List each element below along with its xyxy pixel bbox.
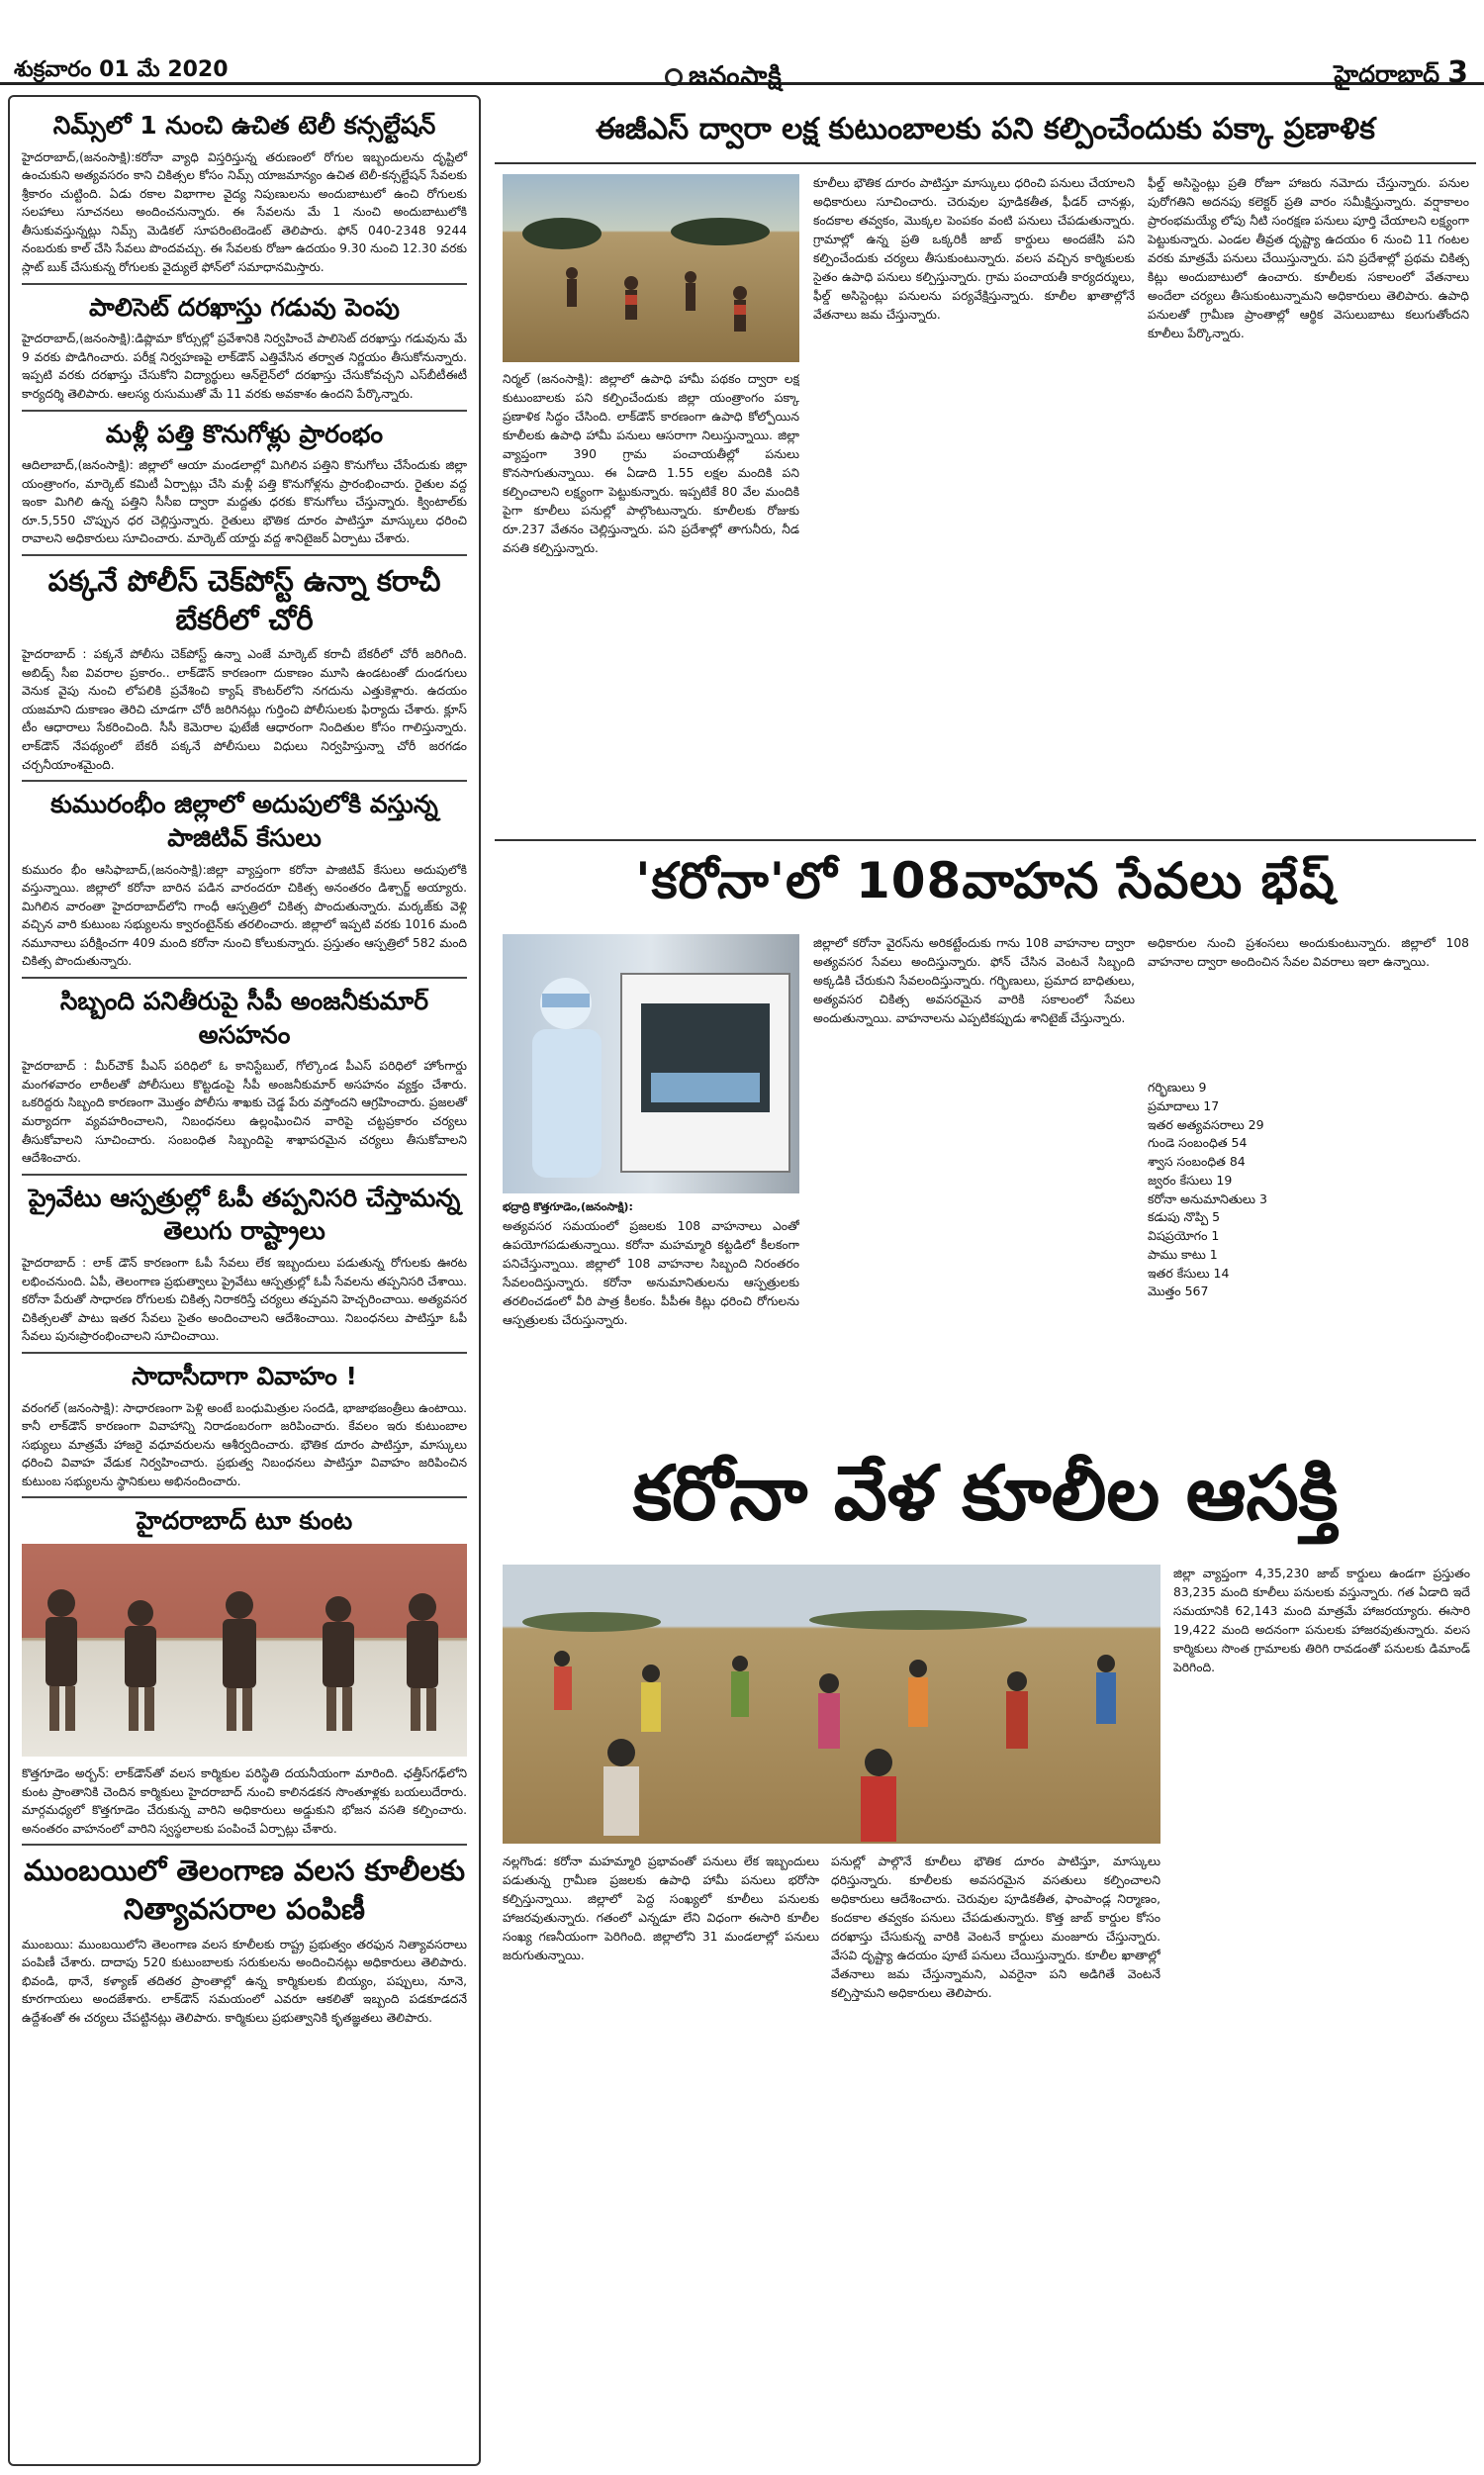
- egs-paragraph-2: కూలీలు భౌతిక దూరం పాటిస్తూ మాస్కులు ధరించి పనులు చేయాలని అధికారులు సూచించారు. చెరువుల పూడికతీత, ఫీడర్ చానళ్లు, కందకాల తవ్వకం, మొక్కల పెంపకం వంటి పనులు చేపడుతున్నారు. గ్రామాల్లో ఉన్న ప్రతి ఒక్కరికీ జాబ్ కార్డులు అందజేసి పని కల్పించేందుకు చర్యలు తీసుకుంటున్నారు. వలస వచ్చిన కార్మికులకు సైతం ఉపాధి పనులు కల్పిస్తున్నారు. గ్రామ పంచాయతీ కార్యదర్శులు, ఫీల్డ్ అసిస్టెంట్లు పనులను పర్యవేక్షిస్తున్నారు. కూలీల ఖాతాల్లోనే వేతనాలు జమ చేస్తున్నారు.: [813, 176, 1135, 323]
- left-column: [8, 95, 481, 2466]
- divider: [22, 1496, 467, 1498]
- 108-stats-list: [1148, 1079, 1469, 1425]
- egs-col-3: [1148, 174, 1469, 835]
- stats-item: జ్వరం కేసులు 19: [1148, 1172, 1233, 1188]
- coolies-paragraph-2: జిల్లా వ్యాప్తంగా 4,35,230 జాబ్ కార్డులు ఉండగా ప్రస్తుతం 83,235 మంది కూలీలు పనులకు వస్తున్నారు. గత ఏడాది ఇదే సమయానికి 62,143 మంది మాత్రమే హాజరయ్యారు. ఈసారి 19,422 మంది అదనంగా పనులకు హాజరవుతున్నారు. వలస కార్మికులు సొంత గ్రామాలకు తిరిగి రావడంతో పనులకు డిమాండ్ పెరిగింది.: [1173, 1567, 1470, 1675]
- article-polycet: హైదరాబాద్,(జనంసాక్షి):డిప్లొమా కోర్సుల్లో ప్రవేశానికి నిర్వహించే పాలిసెట్ దరఖాస్తు గడువును మే 9 వరకు పొడిగించారు. పరీక్ష నిర్వహణపై లాక్‌డౌన్ ఎత్తివేసిన తర్వాత నిర్ణయం తీసుకోనున్నారు. ఇప్పటి వరకు దరఖాస్తు చేసుకోని విద్యార్థులు ఆన్‌లైన్‌లో దరఖాస్తు చేసుకోవచ్చని ఎస్‌బీటీఈటీ కార్యదర్శి తెలిపారు. ఆలస్య రుసుముతో మే 11 వరకు అవకాశం ఉందని పేర్కొన్నారు.: [22, 332, 467, 401]
- egs-col-2: [813, 174, 1135, 835]
- stats-item: పాము కాటు 1: [1148, 1246, 1218, 1262]
- headline-mumbai-migrants: ముంబయిలో తెలంగాణ వలస కూలీలకు నిత్యావసరాల పంపిణీ: [23, 1854, 466, 1927]
- headline-hyderabad-to-kunta: హైదరాబాద్ టూ కుంట: [136, 1506, 353, 1536]
- divider: [22, 780, 467, 782]
- coolies-col-2: [831, 1853, 1160, 2462]
- stats-item: శ్వాస సంబంధిత 84: [1148, 1154, 1246, 1169]
- field-workers-illustration: [503, 1565, 1160, 1844]
- logo-text: జనంసాక్షి: [689, 61, 783, 91]
- coolies-col-right-top: [1173, 1565, 1470, 1844]
- headline-egs: ఈజీఎస్ ద్వారా లక్ష కుటుంబాలకు పని కల్పించేందుకు పక్కా ప్రణాళిక: [495, 95, 1476, 164]
- coolies-col-1: [503, 1853, 819, 2462]
- ambulance-illustration: [503, 934, 799, 1193]
- 108-col-2: [813, 934, 1135, 1425]
- photo-migrant-workers: [22, 1544, 467, 1757]
- egs-paragraph-3: ఫీల్డ్ అసిస్టెంట్లు ప్రతి రోజూ హాజరు నమోదు చేస్తున్నారు. పనుల పురోగతిని అదనపు కలెక్టర్ ప్రతి వారం సమీక్షిస్తున్నారు. వర్షాకాలం ప్రారంభమయ్యే లోపు నీటి సంరక్షణ పనులు పూర్తి చేయాలని లక్ష్యంగా పెట్టుకున్నారు. ఎండల తీవ్రత దృష్ట్యా ఉదయం 6 నుంచి 11 గంటల వరకు మాత్రమే పనులు చేయిస్తున్నారు. పని ప్రదేశాల్లో ప్రథమ చికిత్స కిట్లు అందుబాటులో ఉంచారు. కూలీలకు సకాలంలో వేతనాలు అందేలా చర్యలు తీసుకుంటున్నామని అధికారులు తెలిపారు. ఉపాధి పనులతో గ్రామీణ ప్రాంతాల్లో ఆర్థిక వెసులుబాటు కలుగుతోందని కూలీలు పేర్కొన్నారు.: [1148, 176, 1469, 341]
- article-cp-anjanikumar: హైదరాబాద్ : మీర్‌చౌక్ పీఎస్ పరిధిలో ఓ కానిస్టేబుల్, గోల్కొండ పీఎస్ పరిధిలో హోంగార్డు మంగళవారం లాఠీలతో పోలీసులు కొట్టడంపై సీపీ అంజనీకుమార్ అసహనం వ్యక్తం చేశారు. ఒకరిద్దరు సిబ్బంది కారణంగా మొత్తం పోలీసు శాఖకు చెడ్డ పేరు వస్తోందని ఆగ్రహించారు. ప్రజలతో మర్యాదగా వ్యవహరించాలని, నిబంధనలు ఉల్లంఘించిన వారిపై చట్టప్రకారం చర్యలు తీసుకోవాలని సూచించారు. సంబంధిత సిబ్బందిపై శాఖాపరమైన చర్యలు తీసుకోవాలని ఆదేశించారు.: [22, 1059, 467, 1166]
- divider: [22, 283, 467, 285]
- divider: [22, 410, 467, 412]
- migrants-illustration: [22, 1544, 467, 1757]
- egs-col-1: [503, 370, 799, 835]
- coolies-paragraph-3: పనుల్లో పాల్గొనే కూలీలు భౌతిక దూరం పాటిస్తూ, మాస్కులు ధరిస్తున్నారు. కూలీలకు అవసరమైన వసతులు కల్పించాలని అధికారులు ఆదేశించారు. చెరువుల పూడికతీత, ఫాంపాండ్ల నిర్మాణం, కందకాల తవ్వకం పనులు చేపడుతున్నారు. కొత్త జాబ్ కార్డుల కోసం దరఖాస్తు చేసుకున్న వారికి వెంటనే కార్డులు మంజూరు చేస్తున్నారు. వేసవి దృష్ట్యా ఉదయం పూటే పనులు చేయిస్తున్నారు. కూలీల ఖాతాల్లో వేతనాలు జమ చేస్తున్నామని, ఎవరైనా పని అడిగితే వెంటనే కల్పిస్తామని అధికారులు తెలిపారు.: [831, 1855, 1160, 2001]
- edition: [1334, 55, 1468, 94]
- 108-col-3: [1148, 934, 1469, 1073]
- divider: [22, 1352, 467, 1354]
- stats-item: గర్భిణులు 9: [1148, 1080, 1207, 1095]
- stats-item: గుండె సంబంధిత 54: [1148, 1135, 1248, 1151]
- headline-nims: నిమ్స్‌లో 1 నుంచి ఉచిత టెలీ కన్సల్టేషన్: [52, 111, 436, 140]
- edition-city: హైదరాబాద్: [1334, 60, 1440, 88]
- divider: [22, 554, 467, 556]
- headline-private-hospitals: ప్రైవేటు ఆస్పత్రుల్లో ఓపీ తప్పనిసరి చేస్తామన్న తెలుగు రాష్ట్రాలు: [28, 1183, 461, 1246]
- stats-item: ప్రమాదాలు 17: [1148, 1097, 1220, 1113]
- 108-col-1: [503, 1217, 799, 1425]
- right-area: [495, 95, 1476, 2466]
- stats-item: కరోనా అనుమానితులు 3: [1148, 1190, 1267, 1206]
- article-cotton: ఆదిలాబాద్,(జనంసాక్షి): జిల్లాలో ఆయా మండలాల్లో మిగిలిన పత్తిని కొనుగోలు చేసేందుకు జిల్లా యంత్రాంగం, మార్కెట్ కమిటీ ఏర్పాట్లు చేసి మళ్లీ పత్తి కొనుగోళ్లను ప్రారంభించారు. రైతుల వద్ద ఇంకా మిగిలి ఉన్న పత్తిని సీసీఐ ద్వారా మద్దతు ధరకు కొనుగోలు చేస్తున్నారు. క్వింటాల్‌కు రూ.5,550 చొప్పున ధర చెల్లిస్తున్నారు. రైతులు భౌతిక దూరం పాటిస్తూ మాస్కులు ధరించి రావాలని అధికారులు సూచించారు. మార్కెట్ యార్డు వద్ద శానిటైజర్ ఏర్పాటు చేశారు.: [22, 458, 467, 546]
- 108-paragraph-1: అత్యవసర సమయంలో ప్రజలకు 108 వాహనాలు ఎంతో ఉపయోగపడుతున్నాయి. కరోనా మహమ్మారి కట్టడిలో కీలకంగా పనిచేస్తున్నాయి. జిల్లాలో 108 వాహనాల సిబ్బంది నిరంతరం సేవలందిస్తున్నారు. కరోనా అనుమానితులను ఆస్పత్రులకు తరలించడంలో వీరి పాత్ర కీలకం. పీపీఈ కిట్లు ధరించి రోగులను ఆస్పత్రులకు చేరుస్తున్నారు.: [503, 1219, 799, 1328]
- coolies-paragraph-1: నల్లగొండ: కరోనా మహమ్మారి ప్రభావంతో పనులు లేక ఇబ్బందులు పడుతున్న గ్రామీణ ప్రజలకు ఉపాధి హామీ పనులు భరోసా కల్పిస్తున్నాయి. జిల్లాలో పెద్ద సంఖ్యలో కూలీలు పనులకు హాజరవుతున్నారు. గతంలో ఎన్నడూ లేని విధంగా ఈసారి కూలీల సంఖ్య గణనీయంగా పెరిగింది. జిల్లాలోని 31 మండలాల్లో పనులు జరుగుతున్నాయి.: [503, 1855, 819, 1963]
- headline-bakery-theft: పక్కనే పోలీస్ చెక్‌పోస్ట్ ఉన్నా కరాచీ బేకరీలో చోరీ: [47, 564, 441, 637]
- logo-icon: [665, 68, 683, 86]
- stats-item: ఇతర అత్యవసరాలు 29: [1148, 1116, 1264, 1132]
- egs-illustration: [503, 174, 799, 362]
- 108-paragraph-2: జిల్లాలో కరోనా వైరస్‌ను అరికట్టేందుకు గాను 108 వాహనాల ద్వారా అత్యవసర సేవలు అందిస్తున్నారు. ఫోన్ చేసిన వెంటనే సిబ్బంది అక్కడికి చేరుకుని సేవలందిస్తున్నారు. గర్భిణులు, ప్రమాద బాధితులు, అత్యవసర చికిత్స అవసరమైన వారికి సకాలంలో సేవలు అందుతున్నాయి. వాహనాలను ఎప్పటికప్పుడు శానిటైజ్ చేస్తున్నారు.: [813, 936, 1135, 1026]
- photo-108-ambulance: [503, 934, 799, 1193]
- article-mumbai-migrants: ముంబయి: ముంబయిలోని తెలంగాణ వలస కూలీలకు రాష్ట్ర ప్రభుత్వం తరఫున నిత్యావసరాలు పంపిణీ చేశారు. దాదాపు 520 కుటుంబాలకు సరుకులను అందించినట్లు అధికారులు తెలిపారు. భివండి, థానే, కళ్యాణ్ తదితర ప్రాంతాల్లో ఉన్న కార్మికులకు బియ్యం, పప్పులు, నూనె, కూరగాయలు అందజేశారు. లాక్‌డౌన్ సమయంలో ఎవరూ ఆకలితో ఇబ్బంది పడకూడదనే ఉద్దేశంతో ఈ చర్యలు చేపట్టినట్లు తెలిపారు. కార్మికులు ప్రభుత్వానికి కృతజ్ఞతలు తెలిపారు.: [22, 1937, 467, 2025]
- article-simple-wedding: వరంగల్ (జనంసాక్షి): సాధారణంగా పెళ్లి అంటే బంధుమిత్రుల సందడి, భాజాభజంత్రీలు ఉంటాయి. కానీ లాక్‌డౌన్ కారణంగా వివాహాన్ని నిరాడంబరంగా జరిపించారు. కేవలం ఇరు కుటుంబాల సభ్యులు మాత్రమే హాజరై వధూవరులను ఆశీర్వదించారు. భౌతిక దూరం పాటిస్తూ, మాస్కులు ధరించి వివాహ వేడుక నిర్వహించారు. ప్రభుత్వ నిబంధనలు పాటిస్తూ వివాహం జరిపించిన కుటుంబ సభ్యులను స్థానికులు అభినందించారు.: [22, 1400, 467, 1488]
- stats-item: మొత్తం 567: [1148, 1284, 1209, 1299]
- headline-polycet: పాలిసెట్ దరఖాస్తు గడువు పెంపు: [89, 292, 400, 322]
- headline-coolies-interest: కరోనా వేళ కూలీల ఆసక్తి: [632, 1449, 1339, 1537]
- stats-item: విషప్రయోగం 1: [1148, 1228, 1220, 1243]
- issue-date: శుక్రవారం 01 మే 2020: [14, 57, 229, 82]
- photo-caption-108: భద్రాద్రి కొత్తగూడెం,(జనంసాక్షి):: [503, 1200, 633, 1213]
- masthead: [0, 0, 1484, 91]
- headline-cotton: మళ్లీ పత్తి కొనుగోళ్లు ప్రారంభం: [105, 419, 384, 448]
- article-nims: హైదరాబాద్,(జనంసాక్షి):కరోనా వ్యాధి విస్తరిస్తున్న తరుణంలో రోగుల ఇబ్బందులను దృష్టిలో ఉంచుకుని అత్యవసరం కాని చికిత్సల కోసం నిమ్స్ యాజమాన్యం ఉచిత టెలీ-కన్సల్టేషన్ సేవలకు శ్రీకారం చుట్టింది. ఏడు రకాల విభాగాల వైద్య నిపుణులను అందుబాటులో ఉంచి రోగులకు సలహాలు సూచనలు అందించనున్నారు. ఈ సేవలను మే 1 నుంచి అందుబాటులోకి తీసుకువస్తున్నట్లు నిమ్స్ మెడికల్ సూపరింటెండెంట్ తెలిపారు. ఫోన్ 040-2348 9244 నంబరుకు కాల్ చేసి సేవలు పొందవచ్చు. ఈ సేవలకు రోజూ ఉదయం 9.30 నుంచి 12.30 వరకు స్లాట్ బుక్ చేసుకున్న రోగులకు వైద్యులే ఫోన్‌లో సమాధానమిస్తారు.: [22, 149, 467, 275]
- newspaper-logo: [665, 61, 783, 97]
- egs-paragraph-1: నిర్మల్ (జనంసాక్షి): జిల్లాలో ఉపాధి హామీ పథకం ద్వారా లక్ష కుటుంబాలకు పని కల్పించేందుకు జిల్లా యంత్రాంగం పక్కా ప్రణాళిక సిద్ధం చేసింది. లాక్‌డౌన్ కారణంగా ఉపాధి కోల్పోయిన కూలీలకు ఉపాధి హామీ పనులు ఆసరాగా నిలుస్తున్నాయి. జిల్లా వ్యాప్తంగా 390 గ్రామ పంచాయతీల్లో పనులు కొనసాగుతున్నాయి. ఈ ఏడాది 1.55 లక్షల మందికి పని కల్పించాలని లక్ష్యంగా పెట్టుకున్నారు. ఇప్పటికే 80 వేల మందికి పైగా కూలీలు పనుల్లో పాల్గొంటున్నారు. కూలీలకు రోజుకు రూ.237 వేతనం చెల్లిస్తున్నారు. పని ప్రదేశాల్లో తాగునీరు, నీడ వసతి కల్పిస్తున్నారు.: [503, 372, 799, 556]
- divider: [22, 1174, 467, 1176]
- divider: [22, 1844, 467, 1846]
- photo-egs-workers: [503, 174, 799, 362]
- headline-simple-wedding: సాదాసీదాగా వివాహం !: [132, 1361, 357, 1390]
- stats-item: ఇతర కేసులు 14: [1148, 1265, 1230, 1281]
- headline-kumurambheem: కుమురంభీం జిల్లాలో అదుపులోకి వస్తున్న పాజిటివ్ కేసులు: [50, 790, 438, 852]
- article-private-hospitals: హైదరాబాద్ : లాక్ డౌన్ కారణంగా ఓపీ సేవలు లేక ఇబ్బందులు పడుతున్న రోగులకు ఊరట లభించనుంది. ఏపీ, తెలంగాణ ప్రభుత్వాలు ప్రైవేటు ఆస్పత్రుల్లో ఓపీ సేవలను తప్పనిసరి చేశాయి. కరోనా పేరుతో సాధారణ రోగులకు చికిత్స నిరాకరిస్తే చర్యలు తప్పవని హెచ్చరించాయి. అత్యవసర చికిత్సలతో పాటు ఇతర సేవలు సైతం అందించాలని ఆదేశించాయి. నిబంధనలు పాటిస్తూ ఓపీ సేవలు పునఃప్రారంభించాలని సూచించాయి.: [22, 1256, 467, 1344]
- article-kumurambheem: కుమురం భీం ఆసిఫాబాద్,(జనంసాక్షి):జిల్లా వ్యాప్తంగా కరోనా పాజిటివ్ కేసులు అదుపులోకి వస్తున్నాయి. జిల్లాలో కరోనా బారిన పడిన వారందరూ చికిత్స అనంతరం డిశ్చార్జ్ అయ్యారు. మిగిలిన వారంతా హైదరాబాద్‌లోని గాంధీ ఆస్పత్రిలో చికిత్స పొందుతున్నారు. మర్కజ్‌కు వెళ్లి వచ్చిన వారి కుటుంబ సభ్యులను క్వారంటైన్‌కు తరలించారు. జిల్లాలో ఇప్పటి వరకు 1016 మంది నమూనాలు పరీక్షించగా 409 మంది కరోనా నుంచి కోలుకున్నారు. ప్రస్తుతం ఆస్పత్రిలో 582 మంది చికిత్స పొందుతున్నారు.: [22, 862, 467, 969]
- article-bakery-theft: హైదరాబాద్ : పక్కనే పోలీసు చెక్‌పోస్ట్ ఉన్నా ఎంజే మార్కెట్ కరాచీ బేకరీలో చోరీ జరిగింది. అబిడ్స్ సీఐ వివరాల ప్రకారం.. లాక్‌డౌన్ కారణంగా దుకాణం మూసి ఉండటంతో దుండగులు వెనుక వైపు నుంచి లోపలికి ప్రవేశించి క్యాష్ కౌంటర్‌లోని నగదును ఎత్తుకెళ్లారు. ఉదయం యజమాని దుకాణం తెరిచి చూడగా చోరీ జరిగినట్లు గుర్తించి పోలీసులకు ఫిర్యాదు చేశారు. క్లూస్ టీం ఆధారాలు సేకరించింది. సీసీ కెమెరాల ఫుటేజీ ఆధారంగా నిందితుల కోసం గాలిస్తున్నారు. లాక్‌డౌన్ నేపథ్యంలో బేకరీ పక్కనే పోలీసులు విధులు నిర్వహిస్తున్నా చోరీ జరగడం చర్చనీయాంశమైంది.: [22, 647, 467, 772]
- headline-108-services: 'కరోనా'లో 108వాహన సేవలు భేష్: [495, 839, 1476, 918]
- stats-item: కడుపు నొప్పి 5: [1148, 1209, 1221, 1225]
- article-hyderabad-to-kunta: కొత్తగూడెం అర్బన్: లాక్‌డౌన్‌తో వలస కార్మికుల పరిస్థితి దయనీయంగా మారింది. ఛత్తీస్‌గఢ్‌లోని కుంట ప్రాంతానికి చెందిన కార్మికులు హైదరాబాద్ నుంచి కాలినడకన సొంతూళ్లకు బయలుదేరారు. మార్గమధ్యలో కొత్తగూడెం చేరుకున్న వారిని అధికారులు అడ్డుకుని భోజన వసతి కల్పించారు. అనంతరం వాహనంలో వారిని స్వస్థలాలకు పంపించే ఏర్పాట్లు చేశారు.: [22, 1766, 467, 1836]
- photo-field-workers: [503, 1565, 1160, 1844]
- divider: [22, 977, 467, 979]
- 108-paragraph-3: అధికారుల నుంచి ప్రశంసలు అందుకుంటున్నారు. జిల్లాలో 108 వాహనాల ద్వారా అందించిన సేవల వివరాలు ఇలా ఉన్నాయి.: [1148, 936, 1469, 970]
- page-number: 3: [1447, 55, 1468, 90]
- headline-cp-anjanikumar: సిబ్బంది పనితీరుపై సీపీ అంజనీకుమార్ అసహనం: [59, 986, 429, 1049]
